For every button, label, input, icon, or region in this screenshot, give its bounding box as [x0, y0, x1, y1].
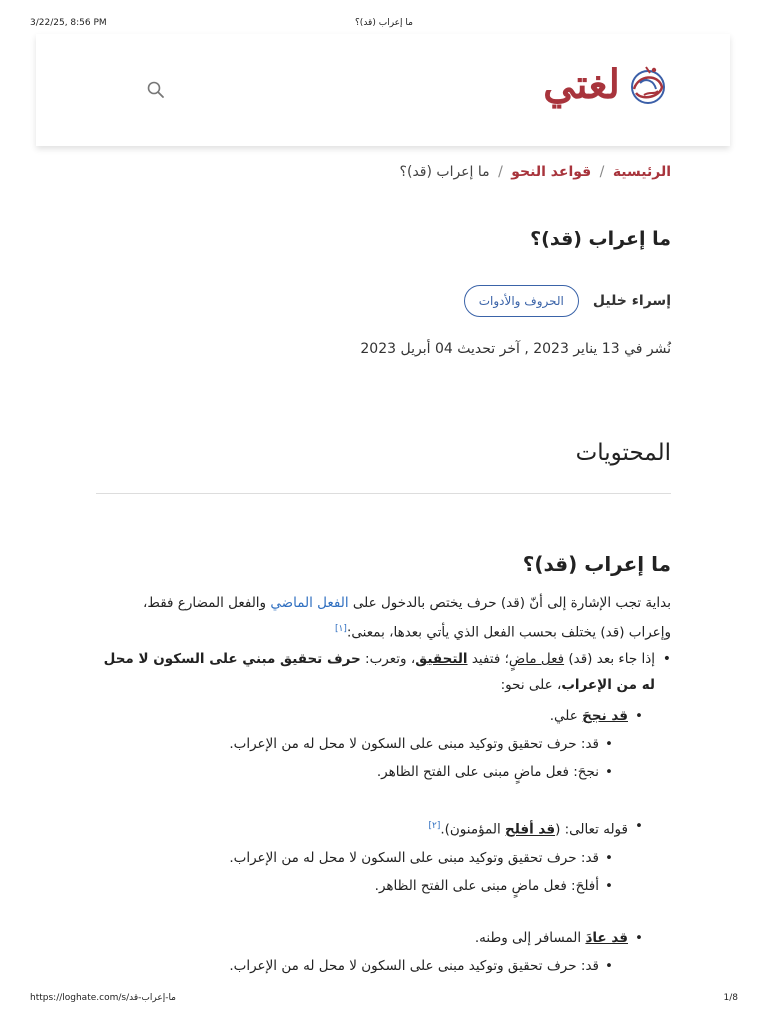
example-text: المؤمنون). — [440, 821, 506, 838]
list-item: • قد: حرف تحقيق وتوكيد مبنى على السكون لا محل له من الإعراب. — [96, 952, 671, 980]
rule-bold: حرف تحقيق مبني على السكون لا محل له من الإعراب — [103, 651, 655, 693]
example-sentence — [96, 702, 671, 730]
list-item: • قد: حرف تحقيق وتوكيد مبنى على السكون لا محل له من الإعراب. — [96, 730, 671, 758]
example-text: قوله تعالى: ( — [555, 821, 628, 838]
intro-text: وإعراب (قد) يختلف بحسب الفعل الذي يأتي بعدها، بمعنى: — [346, 624, 671, 641]
intro-paragraph — [96, 590, 671, 646]
logo-text: لغتي — [543, 61, 620, 108]
intro-text: بداية تجب الإشارة إلى أنّ (قد) حرف يختص بالدخول على — [348, 595, 671, 611]
search-icon[interactable] — [146, 80, 166, 100]
logo-emblem-icon — [624, 61, 672, 109]
list-item: • قد: حرف تحقيق وتوكيد مبنى على السكون لا محل له من الإعراب. — [96, 844, 671, 872]
toc-title[interactable]: المحتويات — [575, 440, 671, 466]
rule-text: ، وتعرب: — [360, 651, 416, 667]
author-link[interactable]: إسراء خليل — [592, 293, 671, 309]
breadcrumb-separator: / — [599, 164, 605, 180]
site-header — [36, 34, 730, 146]
example-text: المسافر إلى وطنه. — [474, 930, 586, 946]
print-header — [0, 18, 768, 32]
past-verb-link[interactable]: الفعل الماضي — [270, 595, 349, 611]
breadcrumb — [96, 164, 671, 184]
print-url: https://loghate.com/s/ما-إعراب-قد — [30, 993, 177, 1003]
page-title: ما إعراب (قد)؟ — [530, 228, 671, 250]
list-item: • نجحَ: فعل ماضٍ مبنى على الفتح الظاهر. — [96, 758, 671, 786]
example-sentence — [96, 812, 671, 844]
example-1 — [96, 702, 671, 786]
print-page-number: 1/8 — [723, 993, 738, 1003]
rule-tahqiq: التحقيق — [415, 651, 468, 667]
breadcrumb-category-link[interactable]: قواعد النحو — [511, 164, 592, 180]
reference-link[interactable]: [١] — [335, 624, 347, 634]
section-heading: ما إعراب (قد)؟ — [522, 552, 671, 576]
rule-text: ، على نحو: — [500, 677, 562, 693]
example-3 — [96, 924, 671, 980]
rule-text: إذا جاء بعد (قد) — [564, 651, 655, 667]
print-doc-title: ما إعراب (قد)؟ — [355, 18, 413, 28]
list-item: • أفلحَ: فعل ماضٍ مبنى على الفتح الظاهر. — [96, 872, 671, 900]
article-meta — [96, 283, 671, 319]
rule-text: ؛ فتفيد — [467, 651, 509, 667]
print-footer — [0, 993, 768, 1007]
category-tag-button[interactable]: الحروف والأدوات — [464, 285, 579, 317]
site-logo[interactable] — [543, 54, 672, 116]
toc-divider — [96, 493, 671, 494]
intro-text: والفعل المضارع فقط، — [143, 595, 271, 611]
rule-verb-link[interactable]: فعل ماضٍ — [508, 651, 565, 667]
intro-line-2 — [96, 616, 671, 646]
reference-link[interactable]: [٢] — [428, 821, 441, 831]
breadcrumb-separator: / — [498, 164, 503, 180]
example-2 — [96, 812, 671, 900]
breadcrumb-home-link[interactable]: الرئيسية — [612, 164, 671, 180]
publish-dates: نُشر في 13 يناير 2023 , آخر تحديث 04 أبريل 2023 — [360, 341, 671, 357]
breadcrumb-current: ما إعراب (قد)؟ — [399, 164, 490, 180]
rule-list — [96, 646, 671, 698]
print-timestamp: 3/22/25, 8:56 PM — [30, 18, 107, 28]
intro-line-1 — [96, 590, 671, 616]
example-text: علي. — [549, 708, 583, 724]
example-highlight: قد عادَ — [585, 930, 628, 946]
list-item — [96, 646, 671, 698]
example-highlight: قد نجحَ — [582, 708, 628, 724]
example-sentence — [96, 924, 671, 952]
example-highlight: قد أفلح — [505, 821, 556, 838]
